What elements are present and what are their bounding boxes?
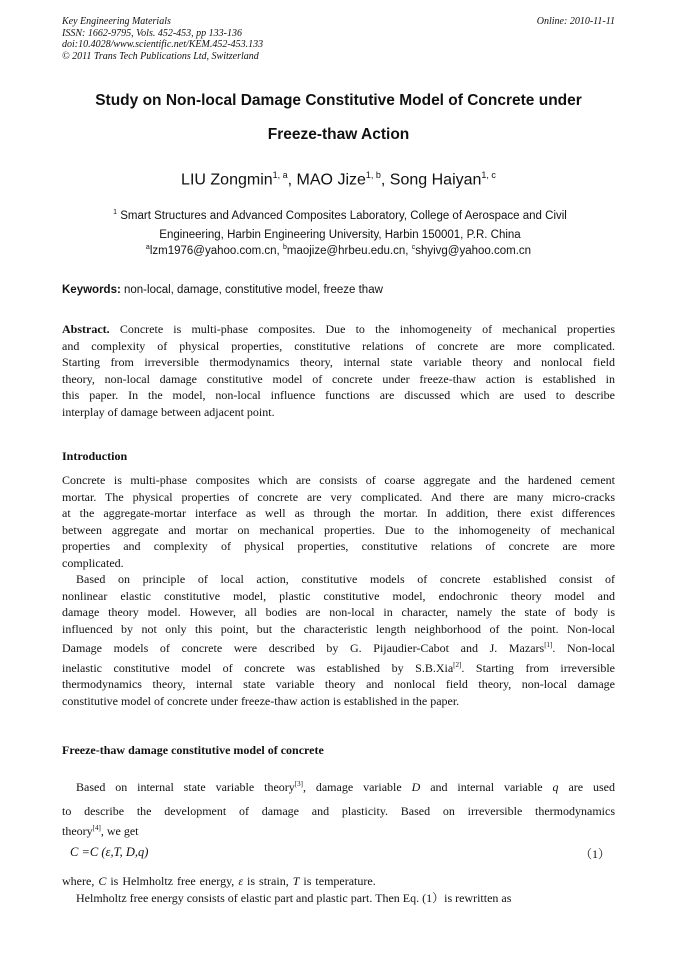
variable-epsilon: ε [238, 874, 244, 888]
abstract-line-2: and complexity of physical properties, constitutive relations of concrete are more complicated. [62, 338, 615, 353]
author-2: MAO Jize [296, 171, 366, 189]
section-2-line-1 [62, 776, 615, 796]
abstract-line-3: Starting from irreversible thermodynamics theory, internal state variable theory and nonlocal field [62, 355, 615, 369]
email-b-marker: b [282, 244, 287, 251]
journal-header [62, 16, 263, 62]
introduction-paragraph-2 [62, 571, 615, 709]
intro-p2-line-6 [62, 657, 615, 677]
abstract-line-4: theory, non-local damage constitutive model of concrete under freeze-thaw action is established in [62, 371, 615, 386]
intro-p1-line: mortar. The physical properties of concrete are very complicated. And there are many micro-cracks [62, 489, 615, 504]
s2-l1-text: Based on internal state variable theory [76, 780, 295, 794]
intro-p2-line-5 [62, 637, 615, 657]
intro-p1-line: complicated. [62, 555, 124, 570]
citation-2: [2] [453, 660, 462, 669]
s2-l3-tail: , we get [100, 823, 139, 838]
equation-1: C =C (ε,T, D,q) [70, 845, 149, 859]
s2-l1-text-d: are used [568, 780, 616, 794]
intro-p2-l6-text: inelastic constitutive model of concrete was established by S.B.Xia [62, 660, 454, 675]
citation-3: [3] [294, 780, 303, 788]
introduction-heading: Introduction [62, 449, 128, 463]
paper-title-line-2: Freeze-thaw Action [267, 126, 410, 143]
intro-p1-line: at the aggregate-mortar interface as well as through the mortar. In addition, there exist differences [62, 506, 615, 520]
email-list [62, 244, 615, 257]
email-c-marker: c [411, 244, 416, 251]
affiliation-marker: 1 [113, 209, 118, 216]
variable-q: q [552, 780, 559, 794]
citation-4: [4] [92, 823, 101, 832]
online-date: Online: 2010-11-11 [536, 16, 615, 27]
section-2-line-2 [62, 803, 615, 839]
author-1: LIU Zongmin [181, 171, 273, 189]
s2-l4-text-c: is strain, [247, 874, 289, 888]
author-3-affil: 1, c [481, 170, 496, 180]
abstract [62, 321, 615, 420]
variable-D: D [411, 780, 421, 794]
affiliation-line-2: Engineering, Harbin Engineering University, Harbin 150001, P.R. China [159, 228, 521, 241]
s2-l5-text: Helmholtz free energy consists of elastic part and plastic part. Then Eq. (1）is rewritten as [76, 890, 512, 905]
doi: doi:10.4028/www.scientific.net/KEM.452-453.133 [62, 39, 264, 50]
abstract-label: Abstract. [62, 322, 110, 336]
variable-C: C [98, 874, 107, 888]
author-2-affil: 1, b [365, 170, 381, 180]
intro-p2-line: constitutive model of concrete under freeze-thaw action is established in the paper. [62, 693, 460, 708]
intro-p2-l6-tail: . Starting from irreversible [461, 660, 615, 675]
copyright: © 2011 Trans Tech Publications Ltd, Switzerland [62, 50, 259, 62]
s2-l4-text-b: is Helmholtz free energy, [110, 874, 235, 888]
issn: ISSN: 1662-9795, Vols. 452-453, pp 133-136 [62, 27, 242, 39]
keywords [62, 284, 615, 296]
author-1-affil: 1, a [272, 170, 288, 180]
intro-p1-line: between aggregate and mortar on mechanical properties. Due to the inhomogeneity of mechanical [62, 522, 615, 537]
abstract-line-5: this paper. In the model, non-local influence functions are discussed which are used to describe [62, 388, 615, 402]
email-c: shyivg@yahoo.com.cn [415, 244, 532, 257]
abstract-line-6: interplay of damage between adjacent point. [62, 404, 275, 419]
s2-l3-text: theory [62, 823, 93, 838]
intro-p2-line: nonlinear elastic constitutive model, plastic constitutive model, endochronic theory model and [62, 588, 615, 603]
keywords-text: non-local, damage, constitutive model, freeze thaw [124, 284, 383, 296]
author-list: LIU Zongmin$^{1, a}$, MAO Jize$^{1, b}$, Song Haiyan$^{1, c}$ [181, 170, 496, 189]
email-a: lzm1976@yahoo.com.cn, [149, 244, 280, 257]
s2-line-3 [62, 820, 615, 840]
intro-p2-line: thermodynamics theory, internal state variable theory and nonlocal field theory, non-local damage [62, 677, 615, 691]
paper-title-line-1: Study on Non-local Damage Constitutive Model of Concrete under [95, 92, 582, 109]
affiliation [90, 203, 590, 245]
s2-l2-text: to describe the development of damage and plasticity. Based on irreversible thermodynamics [62, 804, 615, 818]
intro-p2-l5-text: Damage models of concrete were described by G. Pijaudier-Cabot and J. Mazars [62, 641, 545, 655]
s2-l4-text-d: is temperature. [303, 874, 376, 888]
affiliation-line-1: Smart Structures and Advanced Composites Laboratory, College of Aerospace and Civil [120, 209, 567, 222]
email-a-marker: a [145, 244, 150, 251]
intro-p2-line: influenced by not only this point, but the characteristic length neighborhood of the point. Non-local [62, 621, 615, 636]
s2-l4-text: where, [62, 874, 95, 888]
citation-1: [1] [544, 641, 553, 649]
intro-p1-line: properties and complexity of physical properties, constitutive relations of concrete are more [62, 539, 615, 553]
variable-T: T [292, 874, 300, 888]
introduction-paragraph-1 [62, 472, 615, 571]
intro-p2-line: damage theory model. However, all bodies are non-local in character, namely the state of body is [62, 605, 615, 619]
keywords-label: Keywords: [62, 284, 121, 296]
intro-p1-line: Concrete is multi-phase composites which are consists of coarse aggregate and the hardened cement [62, 473, 615, 487]
equation-1-number: （1） [580, 847, 611, 861]
section-2-heading: Freeze-thaw damage constitutive model of concrete [62, 743, 324, 757]
intro-p2-line: Based on principle of local action, constitutive models of concrete established consist of [76, 572, 615, 586]
journal-name: Key Engineering Materials [62, 16, 171, 27]
s2-l1-text-b: , damage variable [302, 780, 402, 794]
section-2-line-4 [62, 873, 615, 906]
intro-p2-l5-tail: . Non-local [552, 641, 616, 655]
email-b: maojize@hrbeu.edu.cn, [286, 244, 409, 257]
author-3: Song Haiyan [389, 171, 482, 189]
s2-l1-text-c: and internal variable [430, 780, 543, 794]
abstract-line-1: Concrete is multi-phase composites. Due to the inhomogeneity of mechanical properties [119, 322, 615, 336]
